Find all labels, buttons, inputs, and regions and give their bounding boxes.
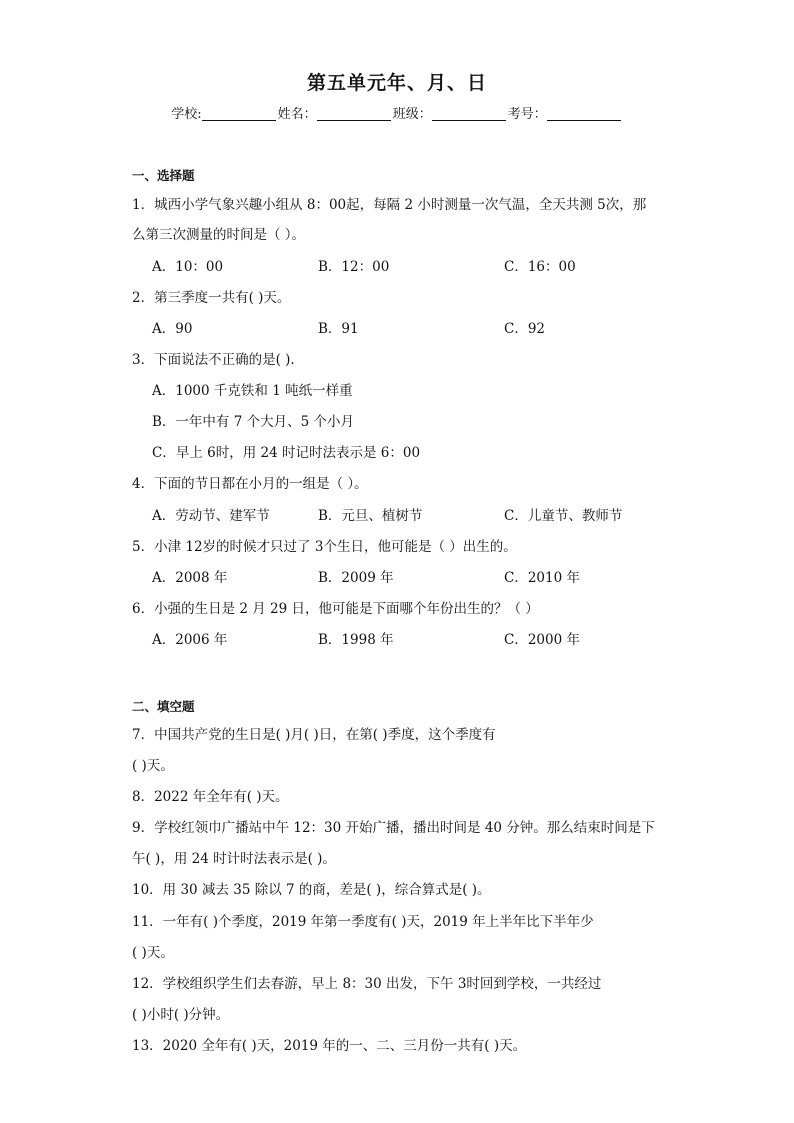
question-6-option-b[interactable]: B．1998 年 (318, 632, 394, 648)
question-6: 6．小强的生日是 2 月 29 日，他可能是下面哪个年份出生的？（ ） (132, 601, 539, 617)
question-2-option-c[interactable]: C．92 (504, 321, 546, 337)
question-1-option-c[interactable]: C．16：00 (504, 259, 576, 275)
question-1-line-2: 么第三次测量的时间是（ ）。 (132, 227, 306, 243)
question-5: 5．小津 12岁的时候才只过了 3个生日，他可能是（ ）出生的。 (132, 539, 517, 555)
question-7-line-2: ( )天。 (132, 758, 174, 774)
question-4-option-b[interactable]: B．元旦、植树节 (318, 508, 423, 524)
question-6-option-c[interactable]: C．2000 年 (504, 632, 580, 648)
question-13: 13．2020 全年有( )天，2019 年的一、二、三月份一共有( )天。 (132, 1038, 527, 1054)
question-3: 3．下面说法不正确的是( ). (132, 352, 295, 368)
question-1-option-a[interactable]: A．10：00 (152, 259, 224, 275)
section-heading-fill-blank: 二、填空题 (132, 699, 195, 714)
question-9-line-1: 9．学校红领巾广播站中午 12：30 开始广播，播出时间是 40 分钟。那么结束时间是下 (132, 820, 655, 836)
school-blank[interactable] (202, 106, 276, 121)
question-12-line-1: 12．学校组织学生们去春游，早上 8：30 出发，下午 3时回到学校，一共经过 (132, 976, 602, 992)
school-label: 学校: (171, 107, 202, 122)
question-2-option-b[interactable]: B．91 (318, 321, 359, 337)
question-12-line-2: ( )小时( )分钟。 (132, 1007, 230, 1023)
class-label: 班级： (392, 107, 432, 122)
class-blank[interactable] (432, 106, 506, 121)
student-info-line (0, 103, 794, 122)
question-7-line-1: 7．中国共产党的生日是( )月( )日，在第( )季度，这个季度有 (132, 727, 496, 743)
question-4-option-a[interactable]: A．劳动节、建军节 (152, 508, 270, 524)
question-4-option-c[interactable]: C．儿童节、教师节 (504, 508, 623, 524)
question-11-line-2: ( )天。 (132, 945, 174, 961)
question-10: 10．用 30 减去 35 除以 7 的商，差是( )，综合算式是( )。 (132, 882, 491, 898)
question-2: 2．第三季度一共有( )天。 (132, 290, 291, 306)
question-6-option-a[interactable]: A．2006 年 (152, 632, 228, 648)
question-2-option-a[interactable]: A．90 (152, 321, 193, 337)
question-11-line-1: 11．一年有( )个季度，2019 年第一季度有( )天，2019 年上半年比下半年少 (132, 914, 594, 930)
question-3-option-a[interactable]: A．1000 千克铁和 1 吨纸一样重 (152, 383, 353, 399)
page-title: 第五单元年、月、日 (306, 72, 487, 94)
question-4: 4．下面的节日都在小月的一组是（ ）。 (132, 476, 368, 492)
name-label: 姓名： (277, 107, 317, 122)
question-8: 8．2022 年全年有( )天。 (132, 789, 289, 805)
question-3-option-b[interactable]: B．一年中有 7 个大月、5 个小月 (152, 414, 354, 430)
question-1-option-b[interactable]: B．12：00 (318, 259, 390, 275)
exam-no-blank[interactable] (547, 106, 621, 121)
question-9-line-2: 午( )，用 24 时计时法表示是( )。 (132, 851, 336, 867)
question-1-line-1: 1．城西小学气象兴趣小组从 8：00起，每隔 2 小时测量一次气温，全天共测 5次，那 (132, 197, 647, 213)
question-5-option-a[interactable]: A．2008 年 (152, 570, 228, 586)
question-5-option-c[interactable]: C．2010 年 (504, 570, 580, 586)
name-blank[interactable] (317, 106, 391, 121)
question-3-option-c[interactable]: C．早上 6时，用 24 时记时法表示是 6：00 (152, 445, 421, 461)
question-5-option-b[interactable]: B．2009 年 (318, 570, 394, 586)
section-heading-choice: 一、选择题 (132, 168, 195, 183)
exam-no-label: 考号： (507, 107, 547, 122)
